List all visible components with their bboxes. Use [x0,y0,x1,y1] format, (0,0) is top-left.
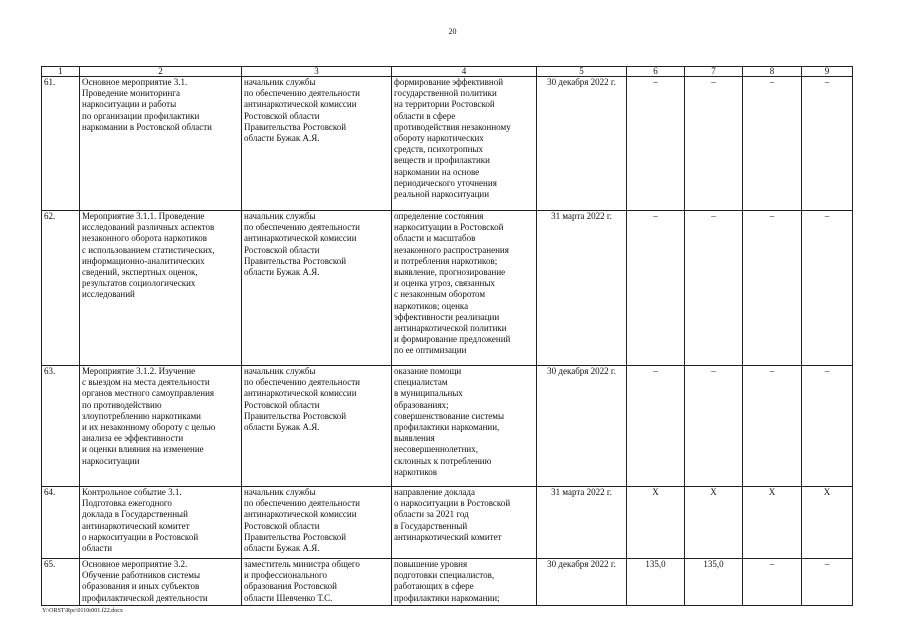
executor-cell: начальник службы по обеспечению деятельности антинаркотической комиссии Ростовской области Правительства Ростовской области Бужак А.Я. [242,366,392,487]
page-number: 20 [448,27,457,36]
event-cell: Контрольное событие 3.1. Подготовка ежегодного доклада в Государственный антинаркотический комитет о наркоситуации в Ростовской области [80,487,242,559]
table-row [42,366,853,487]
column-header: 2 [80,67,242,77]
executor-cell: начальник службы по обеспечению деятельности антинаркотической комиссии Ростовской области Правительства Ростовской области Бужак А.Я. [242,487,392,559]
row-number: 61. [42,77,80,211]
row-number: 62. [42,211,80,366]
date-cell: 31 марта 2022 г. [537,487,627,559]
col7-cell: X [685,487,743,559]
event-cell: Мероприятие 3.1.1. Проведение исследований различных аспектов незаконного оборота наркотиков с использованием статистических, информационно-аналитических сведений, экспертных оценок, результатов социологических исследований [80,211,242,366]
col7-cell: – [685,77,743,211]
col8-cell: – [743,366,802,487]
col9-cell: – [802,559,853,606]
col9-cell: – [802,211,853,366]
column-header: 8 [743,67,802,77]
col6-cell: – [627,366,685,487]
table-row [42,77,853,211]
col8-cell: – [743,211,802,366]
executor-cell: заместитель министра общего и профессионального образования Ростовской области Шевченко Т.С. [242,559,392,606]
column-header: 6 [627,67,685,77]
date-cell: 30 декабря 2022 г. [537,77,627,211]
col6-cell: – [627,77,685,211]
col7-cell: – [685,211,743,366]
result-cell: определение состояния наркоситуации в Ростовской области и масштабов незаконного распространения и потребления наркотиков; выявление, прогнозирование и оценка угроз, связанных с незаконным оборотом наркотиков; оценка эффективности реализации антинаркотической политики и формирование предложений по ее оптимизации [392,211,537,366]
column-header: 7 [685,67,743,77]
event-cell: Основное мероприятие 3.2. Обучение работников системы образования и иных субъектов профилактической деятельности [80,559,242,606]
col6-cell: X [627,487,685,559]
date-cell: 31 марта 2022 г. [537,211,627,366]
col7-cell: 135,0 [685,559,743,606]
column-header: 4 [392,67,537,77]
col9-cell: – [802,77,853,211]
column-header: 3 [242,67,392,77]
col6-cell: 135,0 [627,559,685,606]
result-cell: направление доклада о наркоситуации в Ростовской области за 2021 год в Государственный антинаркотический комитет [392,487,537,559]
row-number: 63. [42,366,80,487]
table-row [42,211,853,366]
row-number: 65. [42,559,80,606]
date-cell: 30 декабря 2022 г. [537,366,627,487]
table-row [42,559,853,606]
result-cell: оказание помощи специалистам в муниципальных образованиях; совершенствование системы профилактики наркомании, выявления несовершеннолетних, склонных к потреблению наркотиков [392,366,537,487]
measures-table [41,66,853,606]
event-cell: Мероприятие 3.1.2. Изучение с выездом на места деятельности органов местного самоуправления по противодействию злоупотреблению наркотиками и их незаконному обороту с целью анализа ее эффективности и оценки влияния на изменение наркоситуации [80,366,242,487]
col9-cell: – [802,366,853,487]
col8-cell: – [743,77,802,211]
col9-cell: X [802,487,853,559]
table-header-row [42,67,853,77]
event-cell: Основное мероприятие 3.1. Проведение мониторинга наркоситуации и работы по организации профилактики наркомании в Ростовской области [80,77,242,211]
table-row [42,487,853,559]
col7-cell: – [685,366,743,487]
column-header: 1 [42,67,80,77]
result-cell: повышение уровня подготовки специалистов, работающих в сфере профилактики наркомании; [392,559,537,606]
executor-cell: начальник службы по обеспечению деятельности антинаркотической комиссии Ростовской области Правительства Ростовской области Бужак А.Я. [242,211,392,366]
executor-cell: начальник службы по обеспечению деятельности антинаркотической комиссии Ростовской области Правительства Ростовской области Бужак А.Я. [242,77,392,211]
column-header: 9 [802,67,853,77]
file-path-footer: Y:\ORST\Rpc\0110r001.f22.docx [42,608,123,614]
result-cell: формирование эффективной государственной политики на территории Ростовской области в сфере противодействия незаконному обороту наркотических средств, психотропных веществ и профилактики наркомании на основе периодического уточнения реальной наркоситуации [392,77,537,211]
column-header: 5 [537,67,627,77]
col8-cell: – [743,559,802,606]
col6-cell: – [627,211,685,366]
col8-cell: X [743,487,802,559]
row-number: 64. [42,487,80,559]
date-cell: 30 декабря 2022 г. [537,559,627,606]
